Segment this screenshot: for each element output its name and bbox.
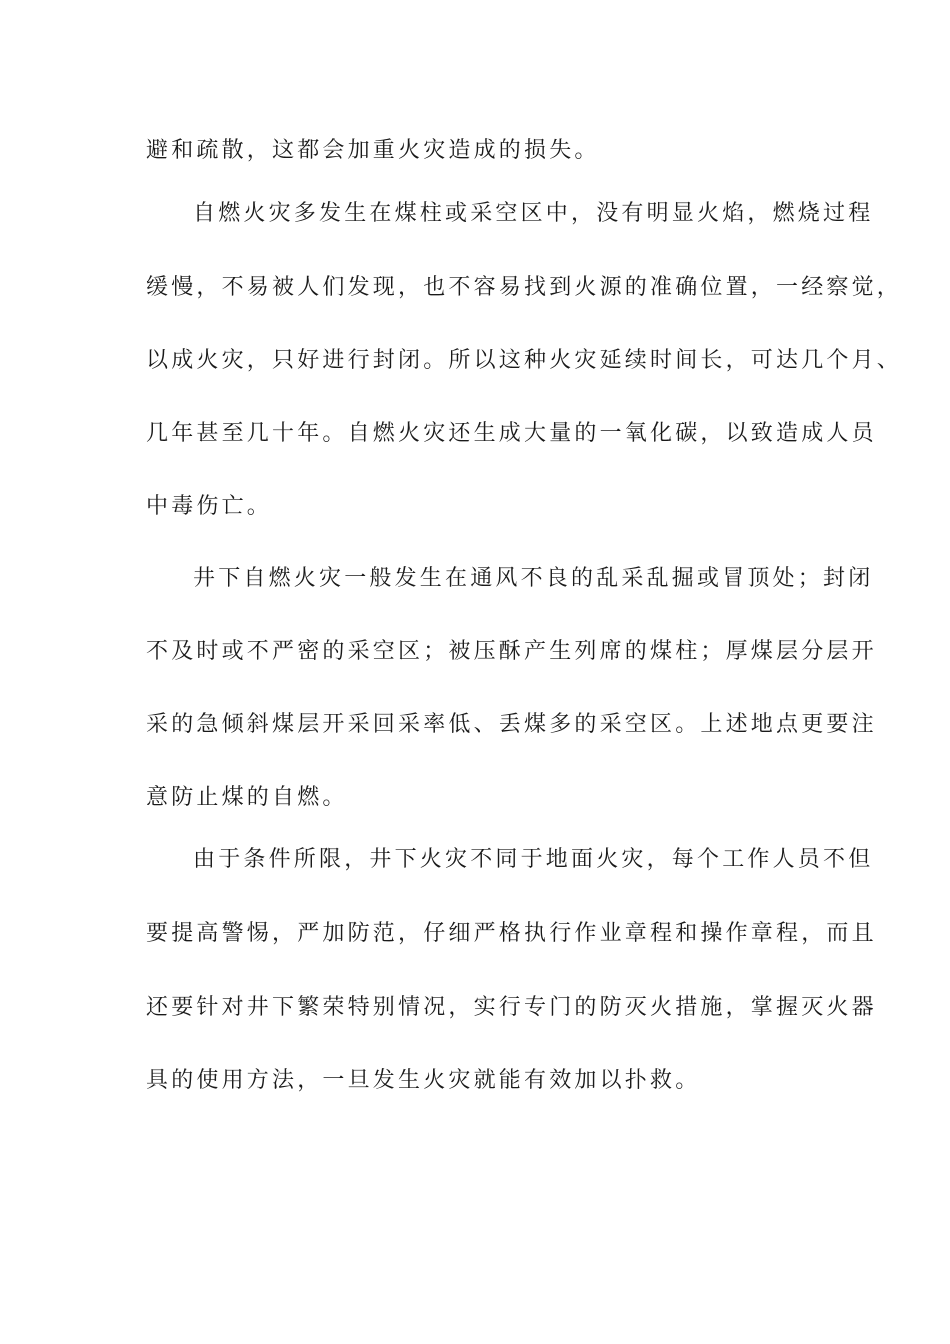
text-line: 避和疏散，这都会加重火灾造成的损失。 bbox=[146, 138, 600, 163]
text-line: 不及时或不严密的采空区；被压酥产生列席的煤柱；厚煤层分层开 bbox=[146, 639, 877, 664]
text-line: 几年甚至几十年。自燃火灾还生成大量的一氧化碳，以致造成人员 bbox=[146, 421, 877, 446]
text-line: 以成火灾，只好进行封闭。所以这种火灾延续时间长，可达几个月、 bbox=[146, 348, 903, 373]
paragraph-first-line: 井下自燃火灾一般发生在通风不良的乱采乱掘或冒顶处；封闭 bbox=[193, 566, 874, 591]
text-line: 要提高警惕，严加防范，仔细严格执行作业章程和操作章程，而且 bbox=[146, 921, 877, 946]
text-line: 具的使用方法，一旦发生火灾就能有效加以扑救。 bbox=[146, 1068, 701, 1093]
text-line: 中毒伤亡。 bbox=[146, 494, 273, 519]
text-line: 意防止煤的自燃。 bbox=[146, 785, 348, 810]
text-line: 采的急倾斜煤层开采回采率低、丢煤多的采空区。上述地点更要注 bbox=[146, 712, 877, 737]
paragraph-first-line: 由于条件所限，井下火灾不同于地面火灾，每个工作人员不但 bbox=[193, 847, 874, 872]
paragraph-first-line: 自燃火灾多发生在煤柱或采空区中，没有明显火焰，燃烧过程 bbox=[193, 201, 874, 226]
text-line: 缓慢，不易被人们发现，也不容易找到火源的准确位置，一经察觉， bbox=[146, 275, 903, 300]
text-line: 还要针对井下繁荣特别情况，实行专门的防灭火措施，掌握灭火器 bbox=[146, 995, 877, 1020]
